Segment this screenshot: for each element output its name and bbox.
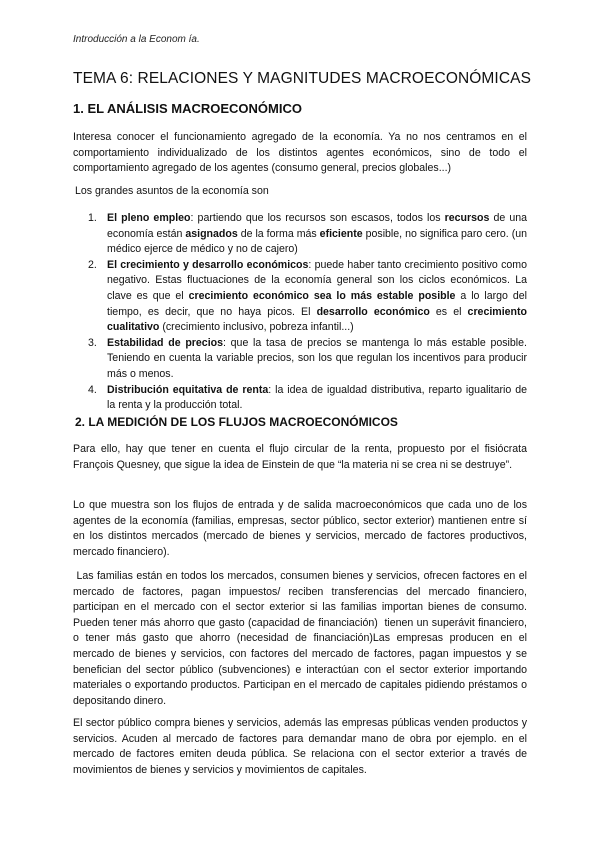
list-item (80, 336, 527, 383)
emphasis-text: crecimiento económico sea lo más estable posible (188, 289, 456, 302)
emphasis-text: Distribución equitativa de renta (107, 383, 269, 396)
page-title: TEMA 6: RELACIONES Y MAGNITUDES MACROECONÓMICAS (73, 70, 532, 87)
emphasis-text: recursos (444, 212, 490, 224)
section-2-paragraph: Lo que muestra son los flujos de entrada y de salida macroeconómicos que cada uno de los agentes de la economía (familias, empresas, sector público, sector exterior) mantienen entre sí en los distintos mercados (mercado de bienes y servicios, mercado de factores productivos, mercado financiero). (73, 499, 527, 558)
emphasis-text: asignados (185, 227, 238, 240)
section-1-heading: 1. EL ANÁLISIS MACROECONÓMICO (73, 101, 302, 116)
list-item-text: a lo largo del tiempo, es decir, que no haya picos. El (107, 289, 527, 318)
emphasis-text: desarrollo económico (316, 305, 430, 318)
list-item-number: 4. (88, 383, 97, 396)
list-item-text: : partiendo que los recursos son escasos, todos los (190, 212, 445, 224)
list-item-text: : la idea de igualdad distributiva, reparto igualitario de la renta y la producción total. (107, 383, 527, 412)
list-item-text: de la forma más (237, 227, 320, 240)
list-item-number: 3. (88, 336, 97, 349)
emphasis-text: crecimiento cualitativo (107, 305, 528, 334)
section-2-paragraph: Las familias están en todos los mercados, consumen bienes y servicios, ofrecen factores en el mercado de factores, pagan impuestos/ reciben transferencias del mercado financiero, participan en el mercado con el sector exterior si las familias importan bienes de consumo. Pueden tener más ahorro que gasto (capacidad de financiación) tienen un superávit financiero, o tener más gasto que ahorro (necesidad de financiación)Las empresas producen en el mercado de bienes y servicios, con factores del mercado de factores, pagan impuestos y se benefician del sector público (subvenciones) e interactúan con el sector exterior importando materiales o exportando productos. Participan en el mercado de capitales pidiendo préstamos o depositando dinero. (73, 570, 530, 707)
list-item-text: : que la tasa de precios se mantenga lo más estable posible. Teniendo en cuenta la variable precios, son los que regulan los incentivos para producir más o menos. (107, 336, 527, 380)
section-1-lead: Los grandes asuntos de la economía son (75, 185, 269, 197)
list-item-text: posible, no significa paro cero. (un médico ejerce de médico y no de cajero) (107, 227, 528, 256)
list-item-number: 2. (88, 258, 97, 271)
emphasis-text: Estabilidad de precios (107, 336, 223, 349)
emphasis-text: El pleno empleo (107, 212, 191, 224)
section-2-heading: 2. LA MEDICIÓN DE LOS FLUJOS MACROECONÓMICOS (75, 415, 398, 429)
section-2-paragraph: El sector público compra bienes y servicios, además las empresas públicas venden productos y servicios. Acuden al mercado de factores para demandar mano de obra por ejemplo. en el mercado de factores emiten deuda pública. Se relaciona con el sector exterior a través de movimientos de bienes y servicios y movimientos de capitales. (73, 717, 527, 776)
key-issues-list (80, 211, 527, 414)
emphasis-text: El crecimiento y desarrollo económicos (107, 258, 309, 271)
list-item-text: : puede haber tanto crecimiento positivo como negativo. Estas fluctuaciones de la economía general son los ciclos económicos. La clave es que el (107, 258, 527, 302)
list-item (80, 258, 527, 336)
list-item-text: (crecimiento inclusivo, pobreza infantil...) (159, 321, 354, 334)
list-item-text: es el (429, 305, 468, 318)
emphasis-text: eficiente (319, 227, 363, 240)
section-2-paragraph: Para ello, hay que tener en cuenta el flujo circular de la renta, propuesto por el fisiócrata François Quesney, que sigue la idea de Einstein de que “la materia ni se crea ni se destruye”. (73, 443, 527, 471)
section-1-intro: Interesa conocer el funcionamiento agregado de la economía. Ya no nos centramos en el comportamiento individualizado de los distintos agentes económicos, sino de todo el comportamiento agregado de los agentes (consumo general, precios globales...) (73, 131, 527, 175)
list-item-text: de una economía están (107, 212, 528, 240)
list-item (80, 383, 527, 414)
running-header: Introducción a la Econom ía. (73, 34, 200, 45)
list-item (80, 211, 527, 258)
list-item-number: 1. (88, 212, 97, 224)
